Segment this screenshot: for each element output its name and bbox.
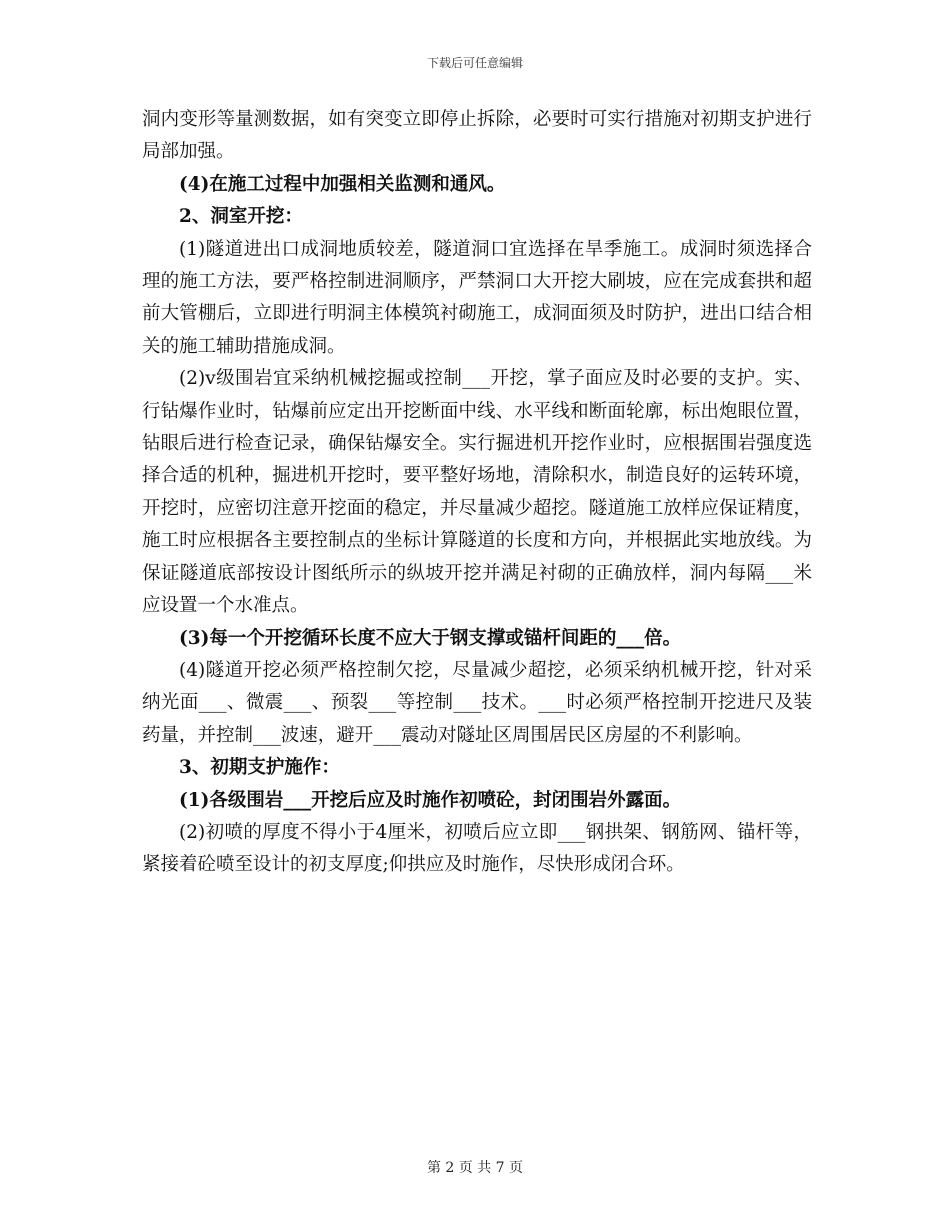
document-body	[142, 104, 812, 882]
paragraph-item-portal: (1)隧道进出口成洞地质较差，隧道洞口宜选择在旱季施工。成洞时须选择合理的施工方法，要严格控制进洞顺序，严禁洞口大开挖大刷坡，应在完成套拱和超前大管棚后，立即进行明洞主体模筑衬砌施工，成洞面须及时防护，进出口结合相关的施工辅助措施成洞。	[142, 238, 812, 357]
paragraph-item-drilling: (2)v级围岩宜采纳机械挖掘或控制___开挖，掌子面应及时必要的支护。实、行钻爆作业时，钻爆前应定出开挖断面中线、水平线和断面轮廓，标出炮眼位置，钻眼后进行检查记录，确保钻爆安全。实行掘进机开挖作业时，应根据围岩强度选择合适的机种，掘进机开挖时，要平整好场地，清除积水，制造良好的运转环境，开挖时，应密切注意开挖面的稳定，并尽量减少超挖。隧道施工放样应保证精度，施工时应根据各主要控制点的坐标计算隧道的长度和方向，并根据此实地放线。为保证隧道底部按设计图纸所示的纵坡开挖并满足衬砌的正确放样，洞内每隔___米应设置一个水准点。	[142, 368, 812, 617]
paragraph-item-cycle-length: (3)每一个开挖循环长度不应大于钢支撑或锚杆间距的___倍。	[179, 627, 682, 649]
paragraph-continuation: 洞内变形等量测数据，如有突变立即停止拆除，必要时可实行措施对初期支护进行局部加强。	[142, 109, 812, 163]
page-footer: 第 2 页 共 7 页	[426, 1160, 524, 1176]
paragraph-item-thickness: (2)初喷的厚度不得小于4厘米，初喷后应立即___钢拱架、钢筋网、锚杆等，紧接着砼喷至设计的初支厚度;仰拱应及时施作，尽快形成闭合环。	[142, 821, 812, 876]
section-heading-excavation: 2、洞室开挖：	[179, 206, 303, 228]
section-heading-initial-support: 3、初期支护施作：	[179, 757, 340, 779]
paragraph-item-shotcrete: (1)各级围岩___开挖后应及时施作初喷砼，封闭围岩外露面。	[179, 789, 682, 811]
paragraph-item-overbreak: (4)隧道开挖必须严格控制欠挖，尽量减少超挖，必须采纳机械开挖，针对采纳光面___、微震___、预裂___等控制___技术。___时必须严格控制开挖进尺及装药量，并控制___波速，避开___震动对隧址区周围居民区房屋的不利影响。	[142, 659, 812, 746]
paragraph-item-monitoring: (4)在施工过程中加强相关监测和通风。	[179, 173, 506, 195]
page-header: 下载后可任意编辑	[426, 56, 523, 70]
